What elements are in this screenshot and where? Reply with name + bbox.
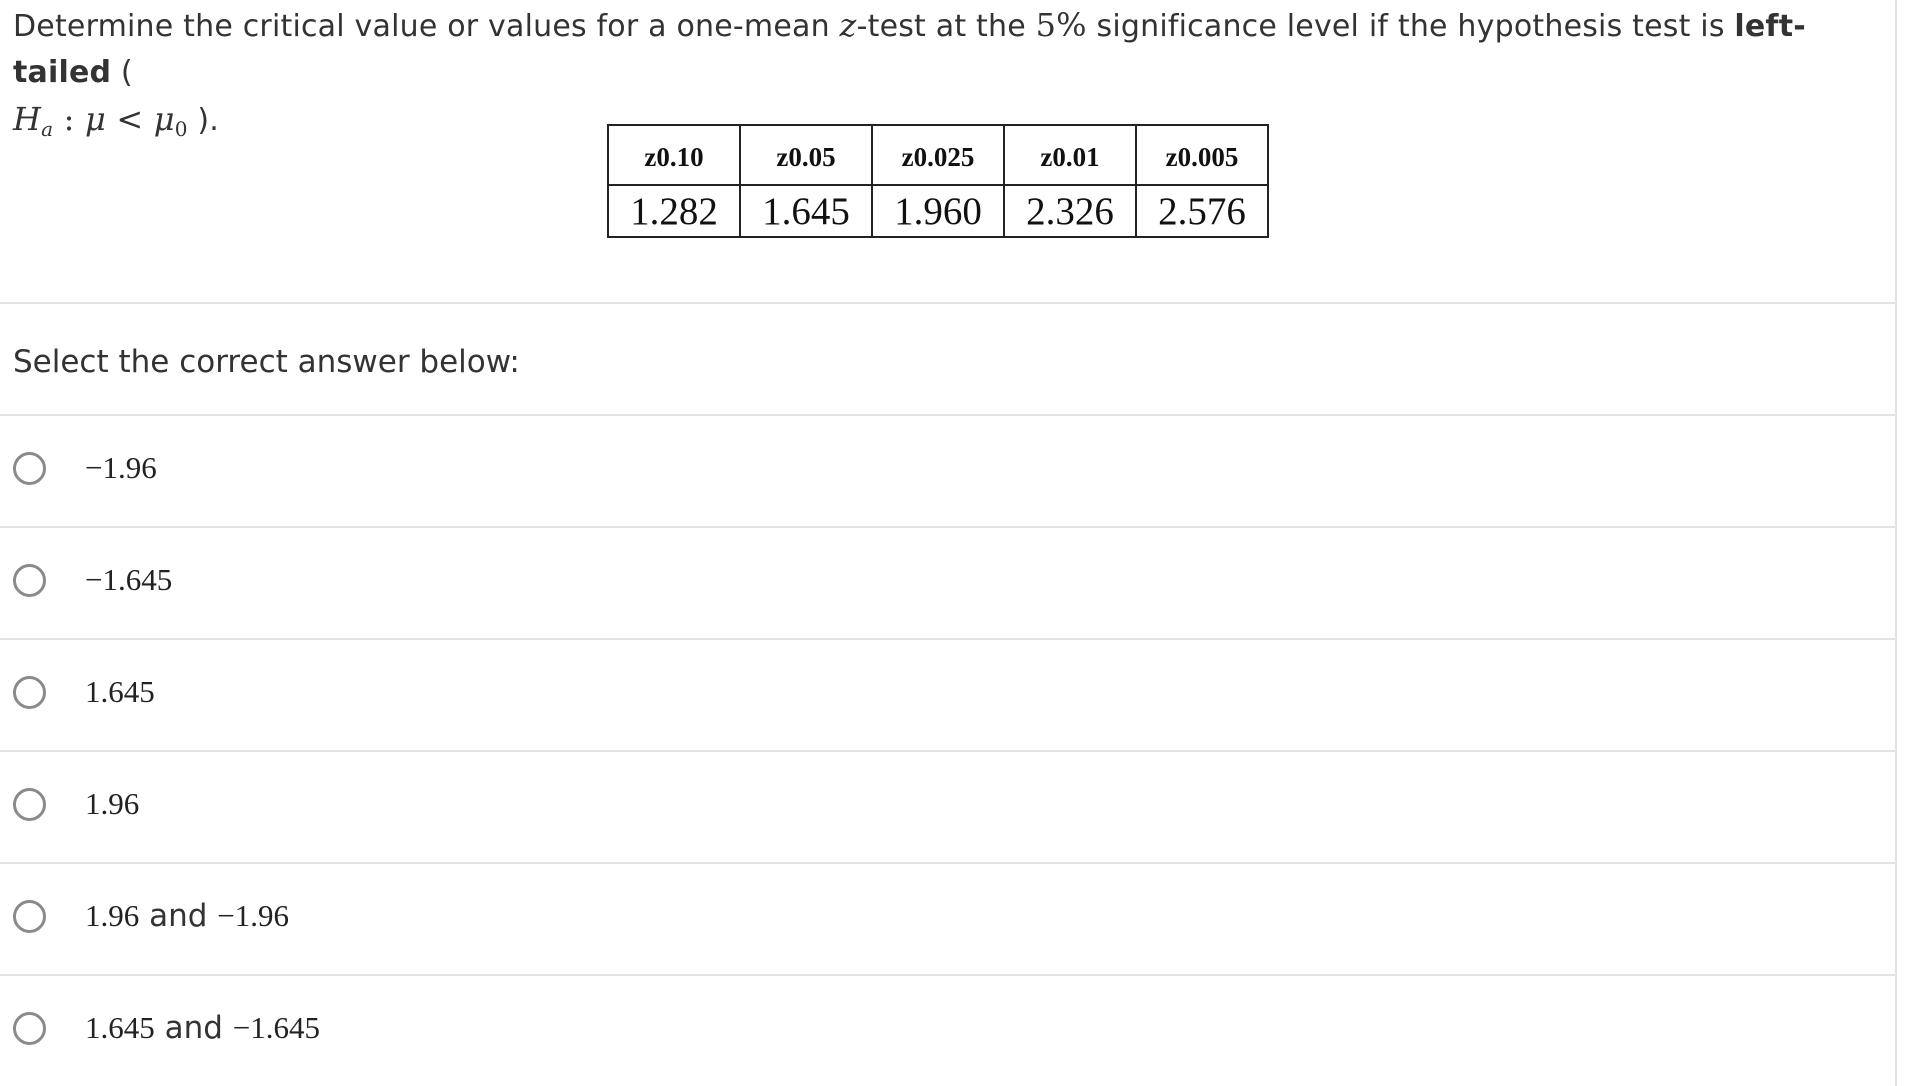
table-header-cell: z0.10 bbox=[608, 125, 740, 185]
answer-option[interactable] bbox=[0, 640, 1895, 750]
hypothesis-lt: < bbox=[105, 100, 154, 138]
answer-option[interactable] bbox=[0, 864, 1895, 974]
hypothesis-colon: : bbox=[53, 100, 85, 138]
radio-button[interactable] bbox=[13, 676, 46, 709]
answer-option[interactable] bbox=[0, 528, 1895, 638]
table-cell: 1.645 bbox=[740, 185, 872, 237]
hypothesis-mu: μ bbox=[84, 100, 106, 138]
hypothesis-H-sub: a bbox=[41, 117, 54, 141]
question-part: Determine the critical value or values for a one-mean bbox=[13, 9, 840, 44]
question-part: ). bbox=[187, 103, 220, 138]
radio-button[interactable] bbox=[13, 788, 46, 821]
table-cell: 1.960 bbox=[872, 185, 1004, 237]
table-header-cell: z0.05 bbox=[740, 125, 872, 185]
option-label: 1.645 and −1.645 bbox=[85, 1010, 321, 1046]
table-header-cell: z0.005 bbox=[1136, 125, 1268, 185]
question-part: significance level if the hypothesis test is bbox=[1086, 9, 1735, 44]
panel-border bbox=[1895, 0, 1897, 1086]
answer-prompt: Select the correct answer below: bbox=[13, 344, 520, 380]
option-label: 1.645 bbox=[85, 674, 155, 709]
table-header-cell: z0.01 bbox=[1004, 125, 1136, 185]
hypothesis-mu0-sub: 0 bbox=[174, 117, 188, 141]
table-cell: 2.576 bbox=[1136, 185, 1268, 237]
radio-button[interactable] bbox=[13, 452, 46, 485]
answer-option[interactable] bbox=[0, 416, 1895, 526]
z-critical-value-table bbox=[607, 124, 1269, 238]
significance-level: 5% bbox=[1035, 6, 1087, 44]
question-part: ( bbox=[111, 55, 133, 90]
option-label: 1.96 and −1.96 bbox=[85, 898, 290, 934]
hypothesis-mu0: μ bbox=[153, 100, 175, 138]
radio-button[interactable] bbox=[13, 1012, 46, 1045]
answer-option[interactable] bbox=[0, 976, 1895, 1086]
table-row bbox=[608, 185, 1268, 237]
table-cell: 2.326 bbox=[1004, 185, 1136, 237]
option-label: 1.96 bbox=[85, 786, 140, 821]
divider bbox=[0, 302, 1896, 304]
option-label: −1.645 bbox=[85, 562, 173, 597]
option-label: −1.96 bbox=[85, 450, 157, 485]
question-part: -test at the bbox=[856, 9, 1036, 44]
z-symbol: z bbox=[839, 6, 857, 44]
table-header-cell: z0.025 bbox=[872, 125, 1004, 185]
table-header-row bbox=[608, 125, 1268, 185]
answer-option[interactable] bbox=[0, 752, 1895, 862]
hypothesis-H: H bbox=[13, 100, 42, 138]
tail-type: left-tailed bbox=[13, 9, 1806, 90]
radio-button[interactable] bbox=[13, 900, 46, 933]
radio-button[interactable] bbox=[13, 564, 46, 597]
table-cell: 1.282 bbox=[608, 185, 740, 237]
